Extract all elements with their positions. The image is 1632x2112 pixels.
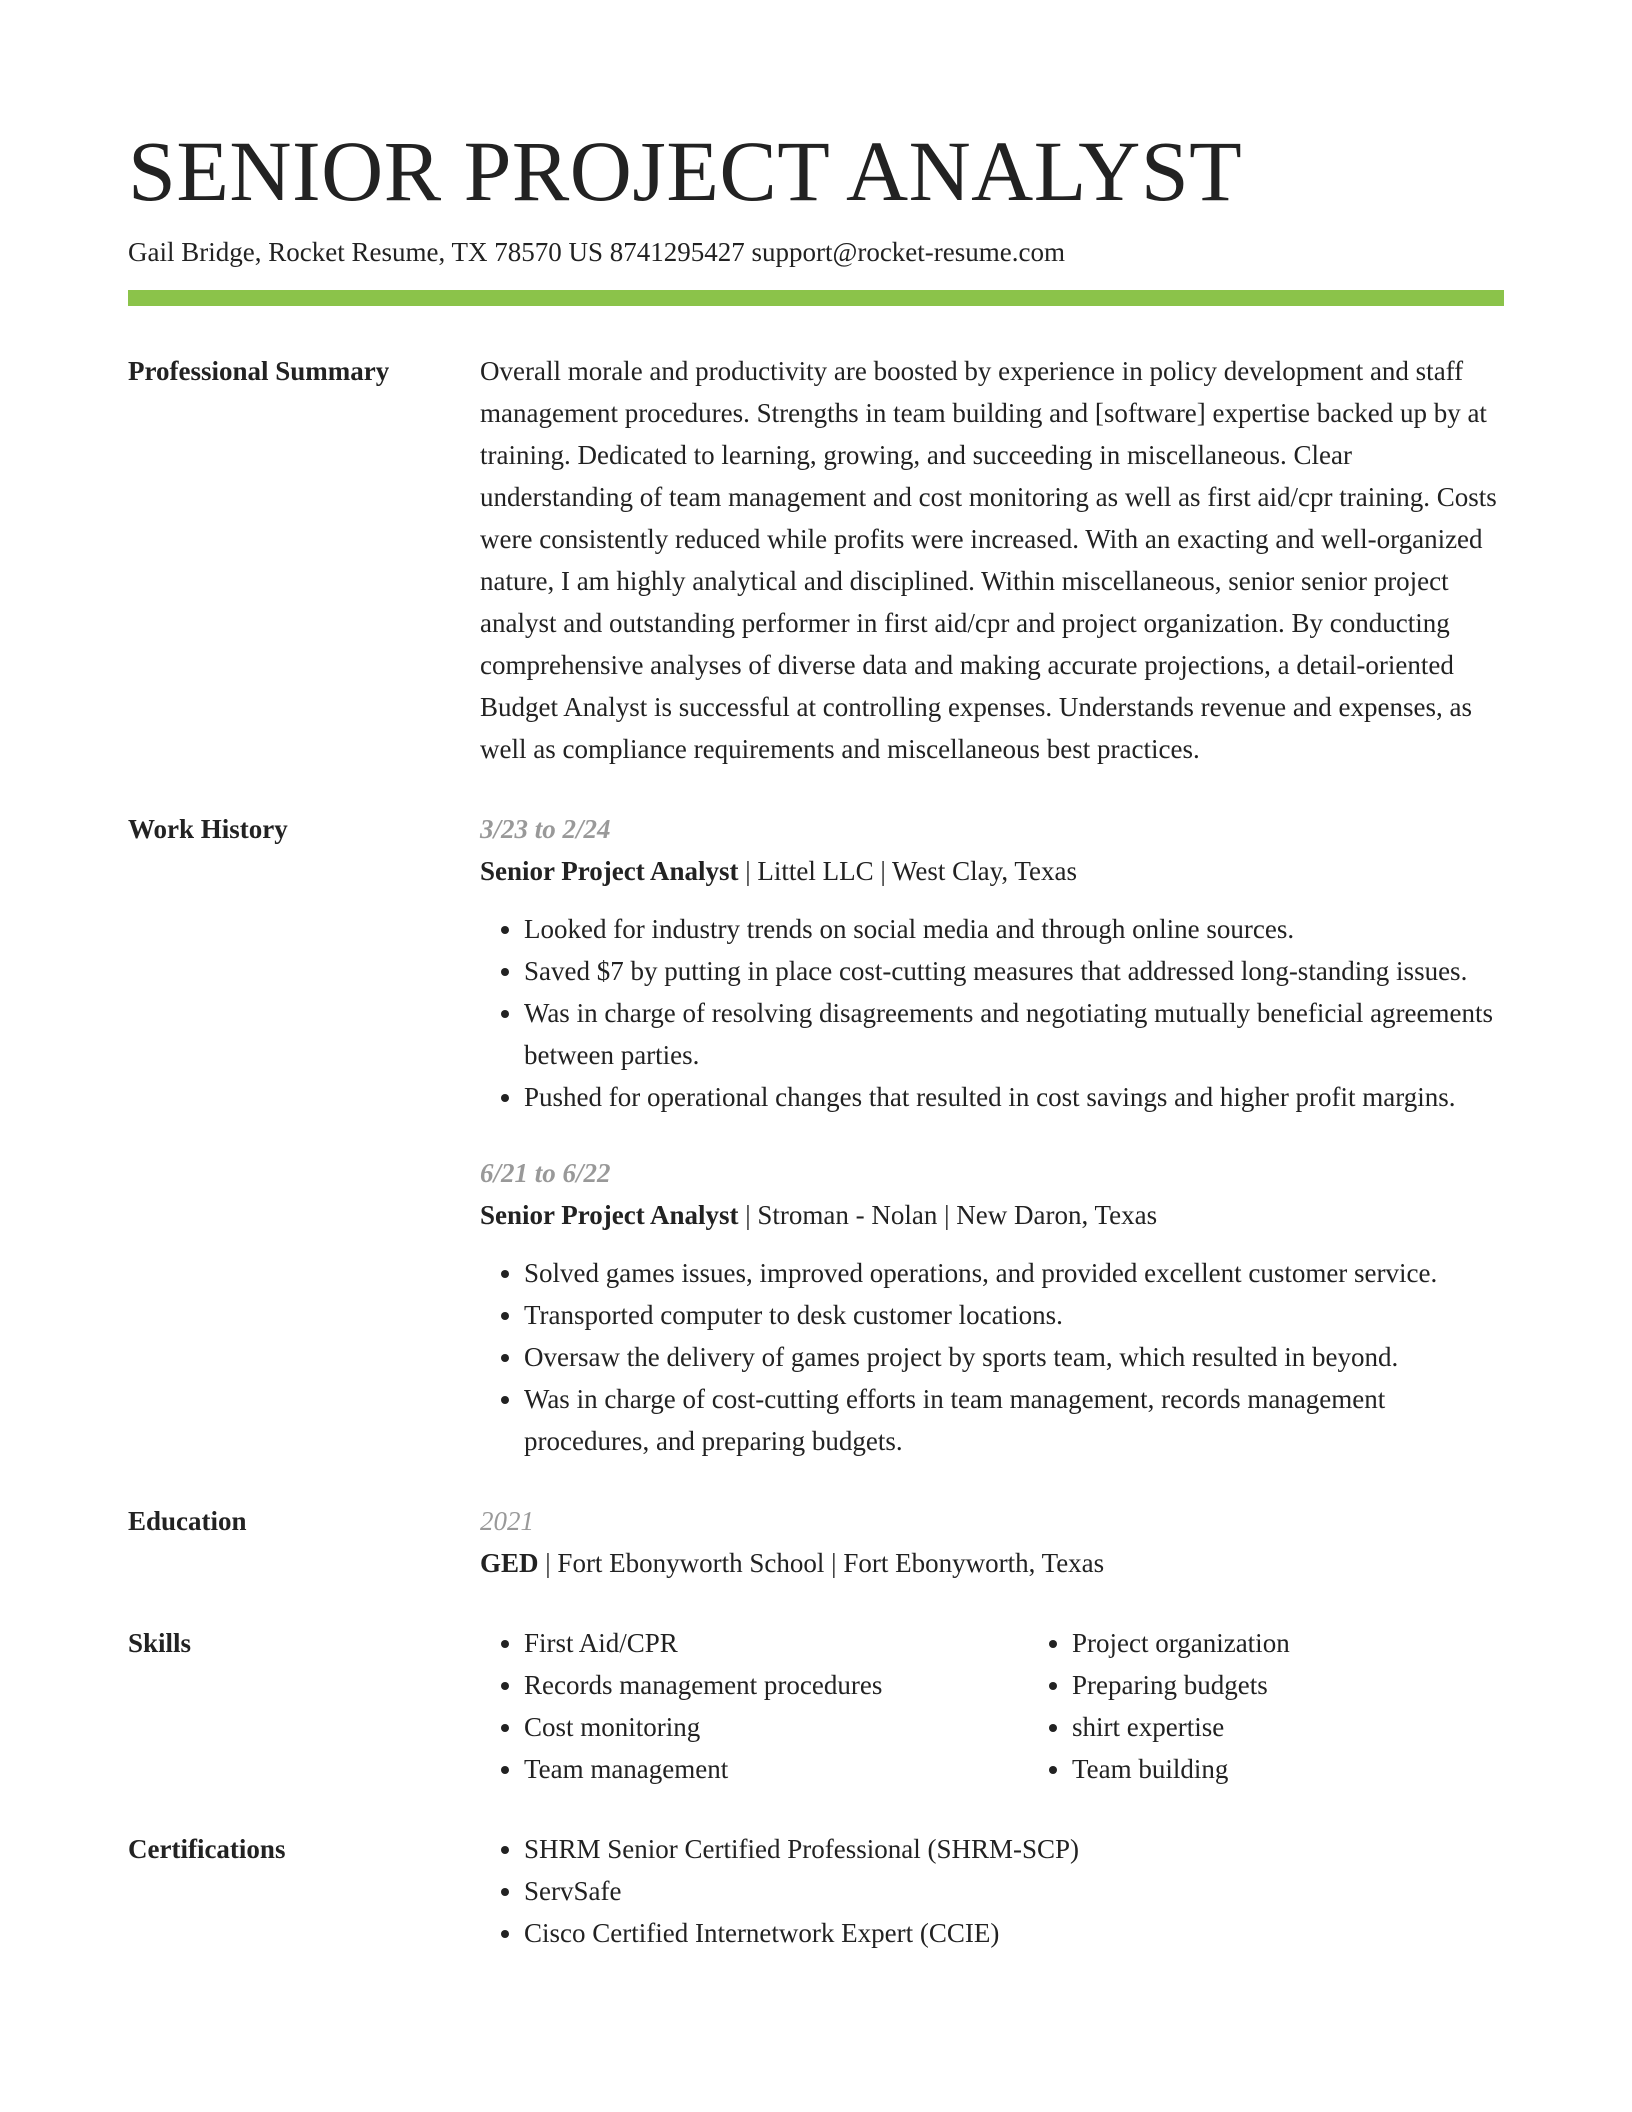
job-location: West Clay, Texas bbox=[892, 856, 1077, 886]
section-body-work-history bbox=[480, 808, 1504, 1462]
summary-text: Overall morale and productivity are boosted by experience in policy development and staff management procedures. Strengths in team building and [software] expertise backed up by at training. Dedicated to learning, growing, and succeeding in miscellaneous. Clear understanding of team management and cost monitoring as well as first aid/cpr training. Costs were consistently reduced while profits were increased. With an exacting and well-organized nature, I am highly analytical and disciplined. Within miscellaneous, senior senior project analyst and outstanding performer in first aid/cpr and project organization. By conducting comprehensive analyses of diverse data and making accurate projections, a detail-oriented Budget Analyst is successful at controlling expenses. Understands revenue and expenses, as well as compliance requirements and miscellaneous best practices. bbox=[480, 356, 1497, 764]
job-role-line bbox=[480, 1194, 1504, 1236]
job-entry bbox=[480, 1152, 1504, 1462]
section-body-certifications bbox=[480, 1828, 1504, 1954]
job-separator bbox=[738, 1200, 757, 1230]
section-skills bbox=[128, 1622, 1504, 1790]
contact-email[interactable]: support@rocket-resume.com bbox=[751, 237, 1065, 267]
job-bullet: • Saved $7 by putting in place cost-cutting measures that addressed long-standing issues. bbox=[524, 950, 1504, 992]
job-entry bbox=[480, 808, 1504, 1118]
job-separator bbox=[874, 856, 892, 886]
contact-phone: 8741295427 bbox=[609, 237, 745, 267]
job-separator bbox=[738, 856, 757, 886]
section-label-summary: Professional Summary bbox=[128, 356, 390, 386]
job-bullet: • Solved games issues, improved operations, and provided excellent customer service. bbox=[524, 1252, 1504, 1294]
education-degree: GED bbox=[480, 1548, 539, 1578]
education-school: Fort Ebonyworth School bbox=[557, 1548, 825, 1578]
contact-line bbox=[128, 232, 1504, 272]
section-body-skills bbox=[480, 1622, 1576, 1790]
job-title: Senior Project Analyst bbox=[480, 856, 739, 886]
section-certifications bbox=[128, 1828, 1504, 1954]
skills-list-left bbox=[480, 1622, 1028, 1790]
skill-item: • shirt expertise bbox=[1072, 1706, 1576, 1748]
section-work-history bbox=[128, 808, 1504, 1462]
section-summary bbox=[128, 350, 1504, 770]
job-location: New Daron, Texas bbox=[956, 1200, 1158, 1230]
section-label-education: Education bbox=[128, 1506, 247, 1536]
certification-item: • ServSafe bbox=[524, 1870, 1504, 1912]
skill-item: • Records management procedures bbox=[524, 1664, 1028, 1706]
job-dates: 3/23 to 2/24 bbox=[480, 814, 611, 844]
skill-item: • Team management bbox=[524, 1748, 1028, 1790]
job-bullet: • Transported computer to desk customer locations. bbox=[524, 1294, 1504, 1336]
education-line bbox=[480, 1542, 1504, 1584]
section-body-education bbox=[480, 1500, 1504, 1584]
skill-item: • Project organization bbox=[1072, 1622, 1576, 1664]
certifications-list bbox=[480, 1828, 1504, 1954]
job-bullets bbox=[480, 908, 1504, 1118]
contact-address: Rocket Resume, TX 78570 US bbox=[268, 237, 603, 267]
skills-list-right bbox=[1028, 1622, 1576, 1790]
job-title: Senior Project Analyst bbox=[480, 1200, 739, 1230]
contact-name: Gail Bridge, bbox=[128, 237, 262, 267]
job-bullets bbox=[480, 1252, 1504, 1462]
certification-item: • Cisco Certified Internetwork Expert (CCIE) bbox=[524, 1912, 1504, 1954]
job-dates: 6/21 to 6/22 bbox=[480, 1158, 611, 1188]
job-bullet: • Was in charge of cost-cutting efforts in team management, records management procedures, and preparing budgets. bbox=[524, 1378, 1504, 1462]
section-label-skills: Skills bbox=[128, 1628, 192, 1658]
job-bullet: • Pushed for operational changes that resulted in cost savings and higher profit margins. bbox=[524, 1076, 1504, 1118]
education-separator bbox=[824, 1548, 843, 1578]
header-divider bbox=[128, 290, 1504, 306]
education-separator bbox=[539, 1548, 558, 1578]
job-company: Stroman - Nolan bbox=[757, 1200, 938, 1230]
skill-item: • Cost monitoring bbox=[524, 1706, 1028, 1748]
job-bullet: • Was in charge of resolving disagreements and negotiating mutually beneficial agreements between parties. bbox=[524, 992, 1504, 1076]
section-label-work-history: Work History bbox=[128, 814, 288, 844]
certification-item: • SHRM Senior Certified Professional (SHRM-SCP) bbox=[524, 1828, 1504, 1870]
skill-item: • First Aid/CPR bbox=[524, 1622, 1028, 1664]
education-year: 2021 bbox=[480, 1506, 534, 1536]
skill-item: • Preparing budgets bbox=[1072, 1664, 1576, 1706]
education-location: Fort Ebonyworth, Texas bbox=[843, 1548, 1105, 1578]
section-label-certifications: Certifications bbox=[128, 1834, 286, 1864]
job-bullet: • Looked for industry trends on social media and through online sources. bbox=[524, 908, 1504, 950]
job-role-line bbox=[480, 850, 1504, 892]
resume-page bbox=[128, 118, 1504, 1992]
job-bullet: • Oversaw the delivery of games project by sports team, which resulted in beyond. bbox=[524, 1336, 1504, 1378]
section-education bbox=[128, 1500, 1504, 1584]
section-body-summary bbox=[480, 350, 1504, 770]
job-separator bbox=[937, 1200, 956, 1230]
job-company: Littel LLC bbox=[757, 856, 874, 886]
resume-title: SENIOR PROJECT ANALYST bbox=[128, 123, 1243, 219]
skill-item: • Team building bbox=[1072, 1748, 1576, 1790]
